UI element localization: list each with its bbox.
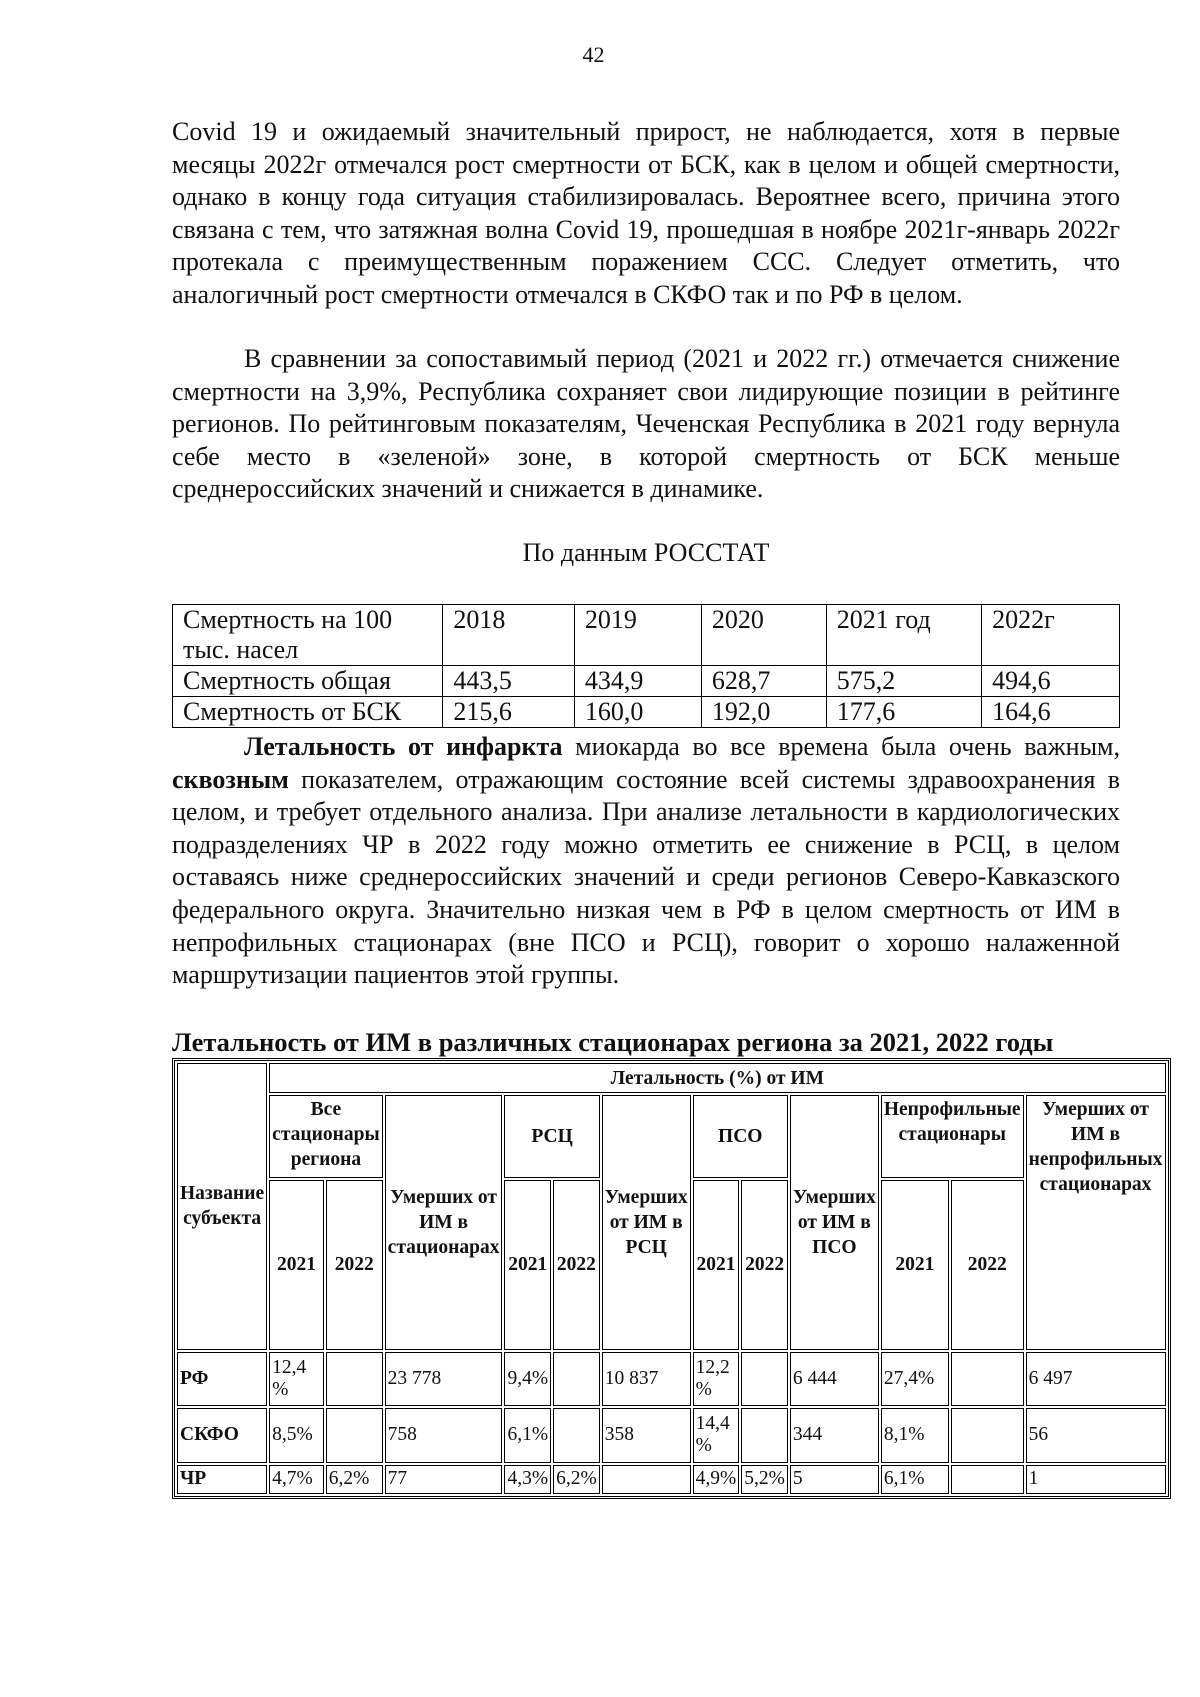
- paragraph-lethality: [172, 731, 1120, 992]
- group-header-died-nonprofile: Умерших от ИМ в непрофильных стационарах: [1026, 1095, 1166, 1349]
- table-cell: 4,7%: [269, 1465, 324, 1494]
- top-header: Летальность (%) от ИМ: [269, 1063, 1165, 1093]
- table-cell: 6,1%: [881, 1465, 949, 1494]
- group-header-died-all: Умерших от ИМ в стационарах: [385, 1095, 503, 1349]
- lethality-bold-lead: Летальность от инфаркта: [244, 732, 563, 761]
- table-row: [173, 605, 1120, 666]
- table-cell: 10 837: [602, 1352, 691, 1406]
- table-cell: [951, 1352, 1024, 1406]
- lethality-table-caption: Летальность от ИМ в различных стационарах региона за 2021, 2022 годы: [172, 1027, 1054, 1057]
- row-label: СКФО: [177, 1408, 267, 1462]
- paragraph-comparison-text: В сравнении за сопоставимый период (2021 и 2022 гг.) отмечается снижение смертности на 3,9%, Республика сохраняет свои лидирующие позиции в рейтинге регионов. По рейтинговым показателям, Чеченская Республика в 2021 году вернула себе место в «зеленой» зоне, в которой смертность от БСК меньше среднероссийских значений и снижается в динамике.: [172, 344, 1120, 504]
- table-cell: 6,2%: [326, 1465, 383, 1494]
- group-header-died-pso: Умерших от ИМ в ПСО: [790, 1095, 879, 1349]
- year-header: 2021: [504, 1180, 551, 1350]
- table-cell: [553, 1352, 600, 1406]
- table-cell: [326, 1352, 383, 1406]
- table-cell: 6 444: [790, 1352, 879, 1406]
- table-row: [177, 1465, 1166, 1494]
- table-cell: 5: [790, 1465, 879, 1494]
- table-cell: 575,2: [826, 666, 981, 697]
- table-cell: [741, 1408, 788, 1462]
- table-header-cell: 2019: [574, 605, 701, 666]
- table-row: [177, 1095, 1166, 1178]
- table-header-cell: 2022г: [982, 605, 1120, 666]
- table-cell: 215,6: [443, 697, 574, 728]
- table-cell: [326, 1408, 383, 1462]
- table-cell: 5,2%: [741, 1465, 788, 1494]
- source-note: По данным РОССТАТ: [522, 538, 770, 567]
- group-header-died-rsc: Умерших от ИМ в РСЦ: [602, 1095, 691, 1349]
- paragraph-covid: Covid 19 и ожидаемый значительный прирост, не наблюдается, хотя в первые месяцы 2022г отмечался рост смертности от БСК, как в целом и общей смертности, однако в концу года ситуация стабилизировалась. Вероятнее всего, причина этого связана с тем, что затяжная волна Covid 19, прошедшая в ноябре 2021г-январь 2022г протекала с преимущественным поражением ССС. Следует отметить, что аналогичный рост смертности отмечался в СКФО так и по РФ в целом.: [172, 117, 1120, 309]
- table-cell: Смертность общая: [173, 666, 443, 697]
- page-number: 42: [582, 42, 605, 67]
- table-cell: 14,4 %: [693, 1408, 740, 1462]
- table-cell: 8,5%: [269, 1408, 324, 1462]
- table-cell: 9,4%: [504, 1352, 551, 1406]
- table-cell: 758: [385, 1408, 503, 1462]
- table-cell: 344: [790, 1408, 879, 1462]
- table-cell: 4,3%: [504, 1465, 551, 1494]
- year-header: 2021: [881, 1180, 949, 1350]
- year-header: 2022: [741, 1180, 788, 1350]
- table-cell: 160,0: [574, 697, 701, 728]
- year-header: 2022: [951, 1180, 1024, 1350]
- table-cell: 6,1%: [504, 1408, 551, 1462]
- year-header: 2021: [269, 1180, 324, 1350]
- group-header-all: Все стационары региона: [269, 1095, 383, 1178]
- table-row: [177, 1408, 1166, 1462]
- table-cell: [951, 1465, 1024, 1494]
- year-header: 2022: [553, 1180, 600, 1350]
- lethality-bold-mid: сквозным: [172, 764, 289, 794]
- table-cell: [951, 1408, 1024, 1462]
- table-cell: 6 497: [1026, 1352, 1166, 1406]
- group-header-pso: ПСО: [693, 1095, 788, 1178]
- table-header-cell: 2018: [443, 605, 574, 666]
- table-cell: 164,6: [982, 697, 1120, 728]
- table-cell: 443,5: [443, 666, 574, 697]
- table-row: [173, 697, 1120, 728]
- table-cell: 8,1%: [881, 1408, 949, 1462]
- table-cell: [602, 1465, 691, 1494]
- group-header-rsc: РСЦ: [504, 1095, 599, 1178]
- table-cell: 177,6: [826, 697, 981, 728]
- table-cell: 56: [1026, 1408, 1166, 1462]
- table-row: [177, 1063, 1166, 1093]
- lethality-text-1: миокарда во все времена была очень важным,: [562, 732, 1120, 761]
- table-row: [177, 1352, 1166, 1406]
- table-cell: 494,6: [982, 666, 1120, 697]
- paragraph-comparison: [172, 343, 1120, 506]
- table-header-cell: Смертность на 100 тыс. насел: [173, 605, 443, 666]
- lethality-text-2: показателем, отражающим состояние всей системы здравоохранения в целом, и требует отдельного анализа. При анализе летальности в кардиологических подразделениях ЧР в 2022 году можно отметить ее снижение в РСЦ, в целом оставаясь ниже среднероссийских значений и среди регионов Северо-Кавказского федерального округа. Значительно низкая чем в РФ в целом смертность от ИМ в непрофильных стационарах (вне ПСО и РСЦ), говорит о хорошо налаженной маршрутизации пациентов этой группы.: [172, 764, 1120, 990]
- table-cell: [553, 1408, 600, 1462]
- table-cell: 12,2 %: [693, 1352, 740, 1406]
- table-cell: 12,4 %: [269, 1352, 324, 1406]
- table-cell: 434,9: [574, 666, 701, 697]
- table-row: [173, 666, 1120, 697]
- mortality-table: [172, 604, 1120, 728]
- year-header: 2022: [326, 1180, 383, 1350]
- table-cell: 358: [602, 1408, 691, 1462]
- table-cell: 6,2%: [553, 1465, 600, 1494]
- table-cell: Смертность от БСК: [173, 697, 443, 728]
- lethality-table: [172, 1058, 1171, 1499]
- table-cell: 628,7: [701, 666, 826, 697]
- table-cell: 192,0: [701, 697, 826, 728]
- year-header: 2021: [693, 1180, 740, 1350]
- subject-header: Название субъекта: [177, 1063, 267, 1350]
- table-cell: 1: [1026, 1465, 1166, 1494]
- row-label: РФ: [177, 1352, 267, 1406]
- table-header-cell: 2021 год: [826, 605, 981, 666]
- table-cell: 27,4%: [881, 1352, 949, 1406]
- row-label: ЧР: [177, 1465, 267, 1494]
- table-cell: 4,9%: [693, 1465, 740, 1494]
- group-header-nonprofile: Непрофильные стационары: [881, 1095, 1024, 1178]
- table-cell: 23 778: [385, 1352, 503, 1406]
- table-cell: [741, 1352, 788, 1406]
- table-header-cell: 2020: [701, 605, 826, 666]
- table-cell: 77: [385, 1465, 503, 1494]
